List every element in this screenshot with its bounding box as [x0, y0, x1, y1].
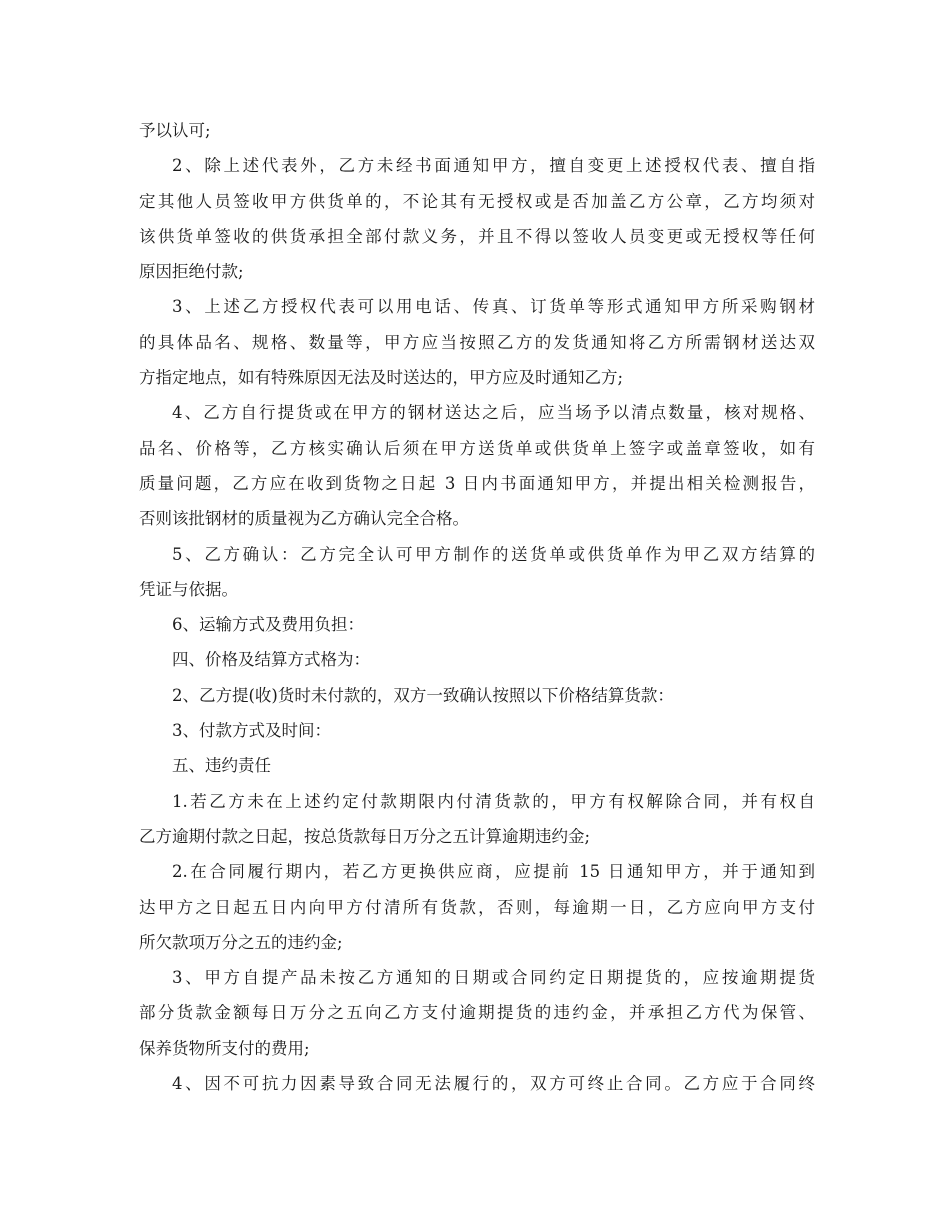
text-line: 五、违约责任 — [172, 756, 271, 776]
text-line: 3、上述乙方授权代表可以用电话、传真、订货单等形式通知甲方所采购钢材 — [172, 297, 815, 317]
text-line: 4、因不可抗力因素导致合同无法履行的，双方可终止合同。乙方应于合同终 — [172, 1074, 815, 1094]
text-line: 3、甲方自提产品未按乙方通知的日期或合同约定日期提货的，应按逾期提货 — [172, 968, 815, 988]
text-line: 予以认可; — [139, 121, 211, 140]
text-line: 部分货款金额每日万分之五向乙方支付逾期提货的违约金，并承担乙方代为保管、 — [139, 1003, 815, 1023]
text-line: 所欠款项万分之五的违约金; — [139, 932, 343, 952]
text-line: 2、除上述代表外，乙方未经书面通知甲方，擅自变更上述授权代表、擅自指 — [172, 156, 815, 176]
text-line: 1.若乙方未在上述约定付款期限内付清货款的，甲方有权解除合同，并有权自 — [172, 791, 815, 811]
text-line: 方指定地点，如有特殊原因无法及时送达的，甲方应及时通知乙方; — [139, 368, 624, 388]
text-line: 品名、价格等，乙方核实确认后须在甲方送货单或供货单上签字或盖章签收，如有 — [139, 438, 815, 458]
text-line: 2、乙方提(收)货时未付款的，双方一致确认按照以下价格结算货款： — [172, 685, 674, 705]
text-line: 乙方逾期付款之日起，按总货款每日万分之五计算逾期违约金; — [139, 826, 591, 846]
text-line: 四、价格及结算方式格为： — [172, 650, 370, 670]
text-line: 3、付款方式及时间： — [172, 721, 331, 741]
text-line: 质量问题，乙方应在收到货物之日起 3 日内书面通知甲方，并提出相关检测报告， — [139, 473, 815, 493]
text-line: 5、乙方确认：乙方完全认可甲方制作的送货单或供货单作为甲乙双方结算的 — [172, 544, 815, 564]
text-line: 保养货物所支付的费用; — [139, 1038, 310, 1058]
text-line: 该供货单签收的供货承担全部付款义务，并且不得以签收人员变更或无授权等任何 — [139, 226, 815, 246]
text-line: 定其他人员签收甲方供货单的，不论其有无授权或是否加盖乙方公章，乙方均须对 — [139, 191, 815, 211]
text-line: 6、运输方式及费用负担： — [172, 615, 364, 635]
text-line: 凭证与依据。 — [139, 579, 238, 599]
text-line: 4、乙方自行提货或在甲方的钢材送达之后，应当场予以清点数量，核对规格、 — [172, 403, 815, 423]
text-line: 的具体品名、规格、数量等，甲方应当按照乙方的发货通知将乙方所需钢材送达双 — [139, 332, 815, 352]
text-line: 否则该批钢材的质量视为乙方确认完全合格。 — [139, 509, 469, 529]
text-line: 达甲方之日起五日内向甲方付清所有货款，否则，每逾期一日，乙方应向甲方支付 — [139, 897, 815, 917]
text-line: 2.在合同履行期内，若乙方更换供应商，应提前 15 日通知甲方，并于通知到 — [172, 862, 815, 882]
document-body — [139, 113, 815, 1101]
text-line: 原因拒绝付款; — [139, 262, 244, 282]
